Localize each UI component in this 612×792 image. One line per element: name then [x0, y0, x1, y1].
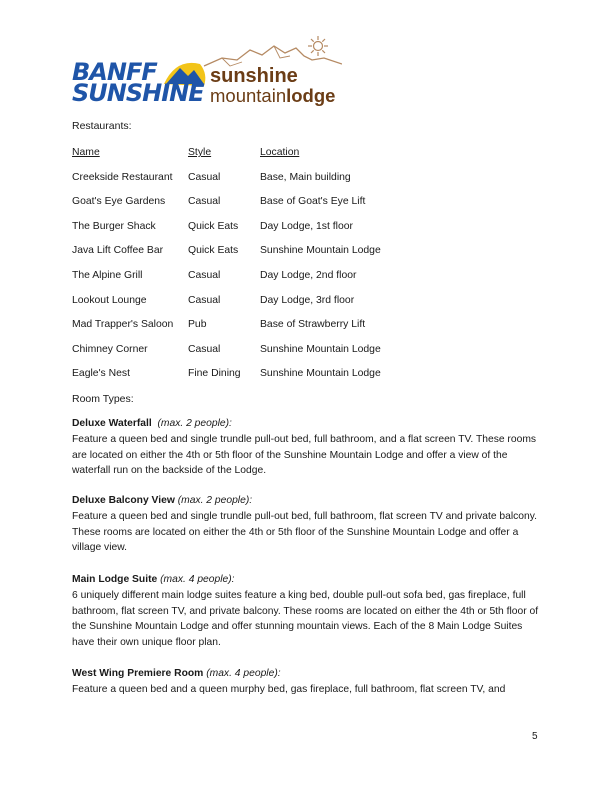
restaurant-location: Sunshine Mountain Lodge [260, 368, 381, 380]
restaurant-style: Casual [188, 269, 221, 281]
restaurant-style: Quick Eats [188, 245, 239, 257]
restaurant-style: Casual [188, 196, 221, 208]
room-capacity: (max. 2 people): [177, 495, 253, 506]
restaurant-location: Day Lodge, 3rd floor [260, 294, 355, 306]
table-row [72, 344, 472, 369]
restaurant-name: Creekside Restaurant [72, 171, 173, 183]
banff-sunshine-logo [72, 36, 342, 108]
room-capacity: (max. 4 people): [206, 668, 281, 679]
restaurant-style: Casual [188, 294, 221, 306]
restaurant-location: Base, Main building [260, 171, 351, 183]
restaurant-name: Eagle's Nest [72, 368, 131, 380]
restaurant-name: Chimney Corner [72, 343, 148, 355]
room-description: 6 uniquely different main lodge suites feature a king bed, double pull-out sofa bed, gas fireplace, full bathroom, flat screen TV, and private balcony. These rooms are located on either the 4th or 5th floor of the Sunshine Mountain Lodge and offer stunning mountain views. Each of the 8 Main Lodge Suites have their own unique floor plan. [72, 589, 539, 649]
table-row [72, 295, 472, 320]
restaurant-name: The Burger Shack [72, 220, 156, 232]
restaurant-style: Quick Eats [188, 220, 239, 232]
room-description: Feature a queen bed and a queen murphy bed, gas fireplace, full bathroom, flat screen TV, and [72, 683, 506, 695]
room-capacity: (max. 2 people): [157, 418, 232, 429]
restaurants-table [72, 147, 472, 393]
restaurant-location: Sunshine Mountain Lodge [260, 343, 381, 355]
restaurant-style: Casual [188, 343, 221, 355]
table-row [72, 245, 472, 270]
room-description: Feature a queen bed and single trundle pull-out bed, full bathroom, flat screen TV and private balcony. These rooms are located on either the 4th or 5th floor of the Sunshine Mountain Lodge and offer a village view. [72, 510, 537, 554]
sun-icon [308, 36, 328, 56]
restaurant-style: Casual [188, 171, 221, 183]
restaurant-name: The Alpine Grill [72, 269, 143, 281]
column-header-style: Style [188, 147, 212, 158]
room-main-lodge-suite [72, 572, 542, 651]
room-description: Feature a queen bed and single trundle pull-out bed, full bathroom, and a flat screen TV. These rooms are located on either the 4th or 5th floor of the Sunshine Mountain Lodge and offer a view of the waterfall run on the backside of the Lodge. [72, 433, 537, 477]
page-number: 5 [532, 731, 538, 742]
room-name: Deluxe Waterfall [72, 418, 152, 429]
restaurant-name: Lookout Lounge [72, 294, 147, 306]
room-types-heading: Room Types: [72, 393, 134, 405]
restaurant-style: Fine Dining [188, 368, 241, 380]
restaurant-style: Pub [188, 319, 207, 331]
column-header-name: Name [72, 147, 100, 158]
table-row [72, 172, 472, 197]
room-deluxe-waterfall [72, 416, 542, 479]
table-row [72, 368, 472, 393]
room-name: West Wing Premiere Room [72, 668, 204, 679]
column-header-location: Location [260, 147, 300, 158]
restaurant-location: Day Lodge, 1st floor [260, 220, 353, 232]
table-row [72, 319, 472, 344]
table-row [72, 221, 472, 246]
restaurant-location: Sunshine Mountain Lodge [260, 245, 381, 257]
restaurant-name: Mad Trapper's Saloon [72, 319, 174, 331]
table-row [72, 196, 472, 221]
restaurant-location: Day Lodge, 2nd floor [260, 269, 357, 281]
room-name: Deluxe Balcony View [72, 495, 175, 506]
restaurant-location: Base of Strawberry Lift [260, 319, 366, 331]
room-name: Main Lodge Suite [72, 574, 158, 585]
logo-brand-word: sunshine [210, 65, 298, 87]
table-header-row [72, 147, 472, 172]
room-deluxe-balcony-view [72, 493, 542, 556]
restaurants-heading: Restaurants: [72, 120, 132, 132]
restaurant-location: Base of Goat's Eye Lift [260, 196, 366, 208]
table-row [72, 270, 472, 295]
restaurant-name: Java Lift Coffee Bar [72, 245, 164, 257]
room-capacity: (max. 4 people): [160, 574, 235, 585]
logo-sub-word: mountainlodge [210, 85, 336, 106]
restaurant-name: Goat's Eye Gardens [72, 196, 166, 208]
logo-wordmark: BANFF SUNSHINE [72, 58, 204, 107]
room-west-wing-premiere [72, 666, 542, 698]
